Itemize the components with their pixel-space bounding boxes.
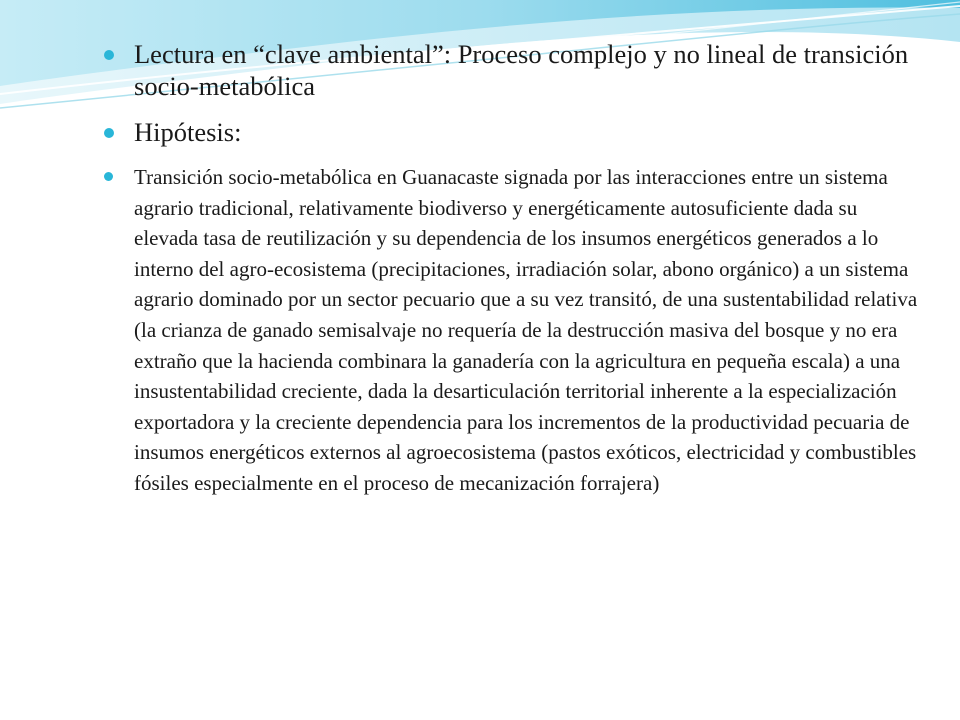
bullet-transition-description [104, 162, 924, 499]
bullet-dot-icon [104, 128, 114, 138]
bullet-reading-key [104, 38, 924, 102]
bullet-dot-icon [104, 172, 113, 181]
slide-content [104, 38, 924, 499]
bullet-text: Transición socio-metabólica en Guanacaste signada por las interacciones entre un sistema agrario tradicional, relativamente biodiverso y energéticamente autosuficiente dada su elevada tasa de reutilización y su dependencia de los insumos energéticos generados a lo interno del agro-ecosistema (precipitaciones, irradiación solar, abono orgánico) a un sistema agrario dominado por un sector pecuario que a su vez transitó, de una sustentabilidad relativa (la crianza de ganado semisalvaje no requería de la destrucción masiva del bosque y no era extraño que la hacienda combinara la ganadería con la agricultura en pequeña escala) a una insustentabilidad creciente, dada la desarticulación territorial inherente a la especialización exportadora y la creciente dependencia para los incrementos de la productividad pecuaria de insumos energéticos externos al agroecosistema (pastos exóticos, electricidad y combustibles fósiles especialmente en el proceso de mecanización forrajera) [134, 165, 918, 495]
bullet-text: Lectura en “clave ambiental”: Proceso complejo y no lineal de transición socio-metabólica [134, 39, 909, 101]
bullet-dot-icon [104, 50, 114, 60]
bullet-hypothesis [104, 116, 924, 148]
bullet-text: Hipótesis: [134, 117, 242, 147]
bullet-list [104, 38, 924, 499]
